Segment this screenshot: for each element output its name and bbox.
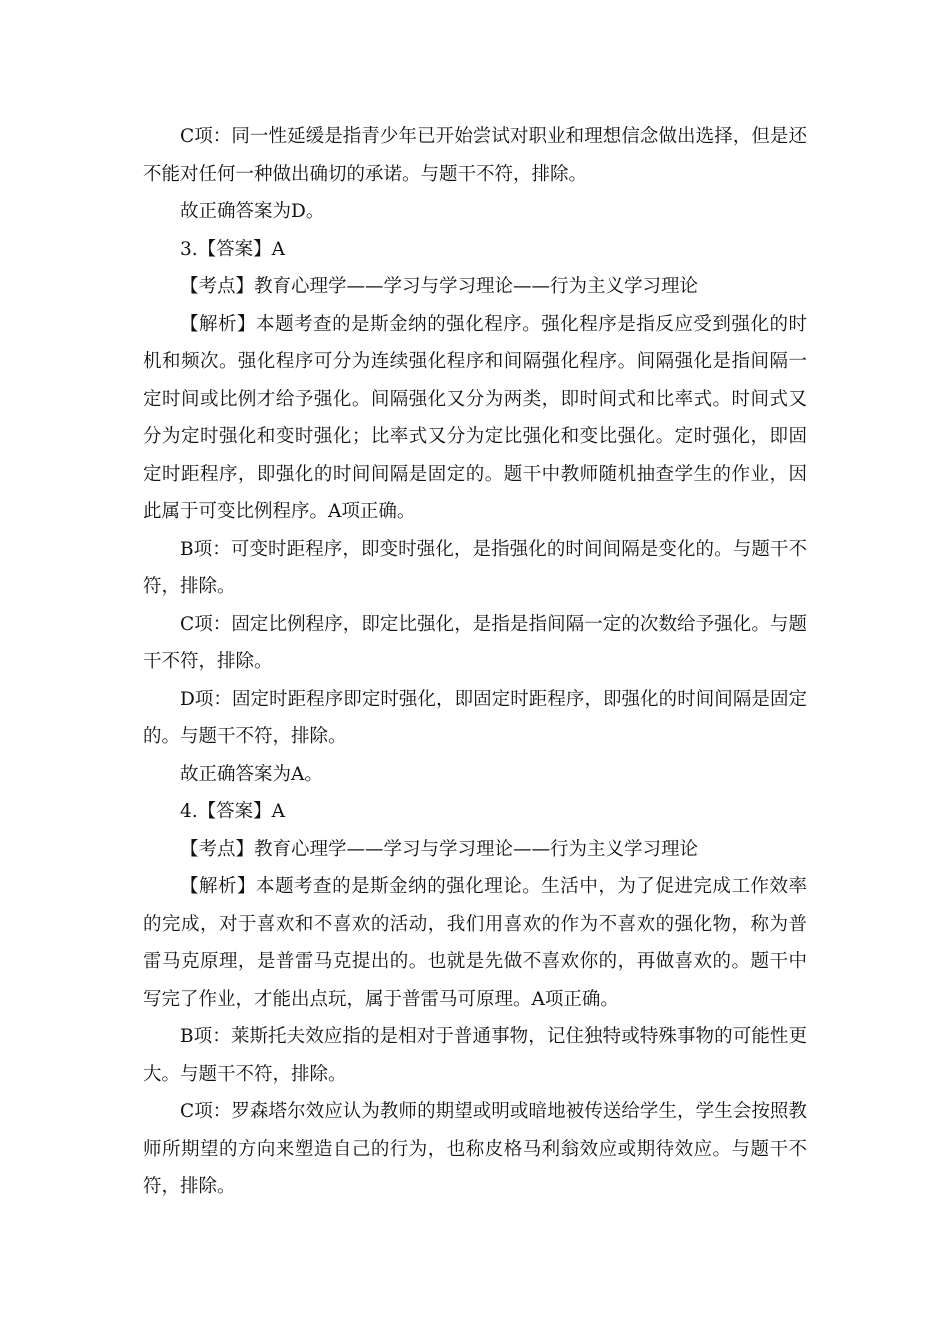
document-page [143, 118, 807, 1206]
option-c-q4: C项：罗森塔尔效应认为教师的期望或明或暗地被传送给学生，学生会按照教师所期望的方向来塑造自己的行为，也称皮格马利翁效应或期待效应。与题干不符，排除。 [143, 1101, 807, 1197]
analysis-q3: 【解析】本题考查的是斯金纳的强化程序。强化程序是指反应受到强化的时机和频次。强化程序可分为连续强化程序和间隔强化程序。间隔强化是指间隔一定时间或比例才给予强化。间隔强化又分为两类，即时间式和比率式。时间式又分为定时强化和变时强化；比率式又分为定比强化和变比强化。定时强化，即固定时距程序，即强化的时间间隔是固定的。题干中教师随机抽查学生的作业，因此属于可变比例程序。A项正确。 [143, 313, 807, 522]
option-d-q3: D项：固定时距程序即定时强化，即固定时距程序，即强化的时间间隔是固定的。与题干不符，排除。 [143, 688, 807, 747]
option-b-q4: B项：莱斯托夫效应指的是相对于普通事物，记住独特或特殊事物的可能性更大。与题干不符，排除。 [143, 1026, 807, 1085]
answer-q3: 3.【答案】A [180, 238, 286, 260]
option-b-q3: B项：可变时距程序，即变时强化，是指强化的时间间隔是变化的。与题干不符，排除。 [143, 538, 807, 597]
topic-q3: 【考点】教育心理学——学习与学习理论——行为主义学习理论 [180, 276, 699, 297]
analysis-q4: 【解析】本题考查的是斯金纳的强化理论。生活中，为了促进完成工作效率的完成，对于喜欢和不喜欢的活动，我们用喜欢的作为不喜欢的强化物，称为普雷马克原理，是普雷马克提出的。也就是先做不喜欢你的，再做喜欢的。题干中写完了作业，才能出点玩，属于普雷马可原理。A项正确。 [143, 876, 807, 1010]
correct-answer-q2: 故正确答案为D。 [180, 201, 325, 222]
correct-answer-q3: 故正确答案为A。 [180, 763, 323, 785]
topic-q4: 【考点】教育心理学——学习与学习理论——行为主义学习理论 [180, 838, 699, 860]
option-c-identity-moratorium: C项：同一性延缓是指青少年已开始尝试对职业和理想信念做出选择，但是还不能对任何一种做出确切的承诺。与题干不符，排除。 [143, 126, 807, 185]
answer-q4: 4.【答案】A [180, 801, 286, 822]
option-c-q3: C项：固定比例程序，即定比强化，是指是指间隔一定的次数给予强化。与题干不符，排除。 [143, 613, 807, 672]
